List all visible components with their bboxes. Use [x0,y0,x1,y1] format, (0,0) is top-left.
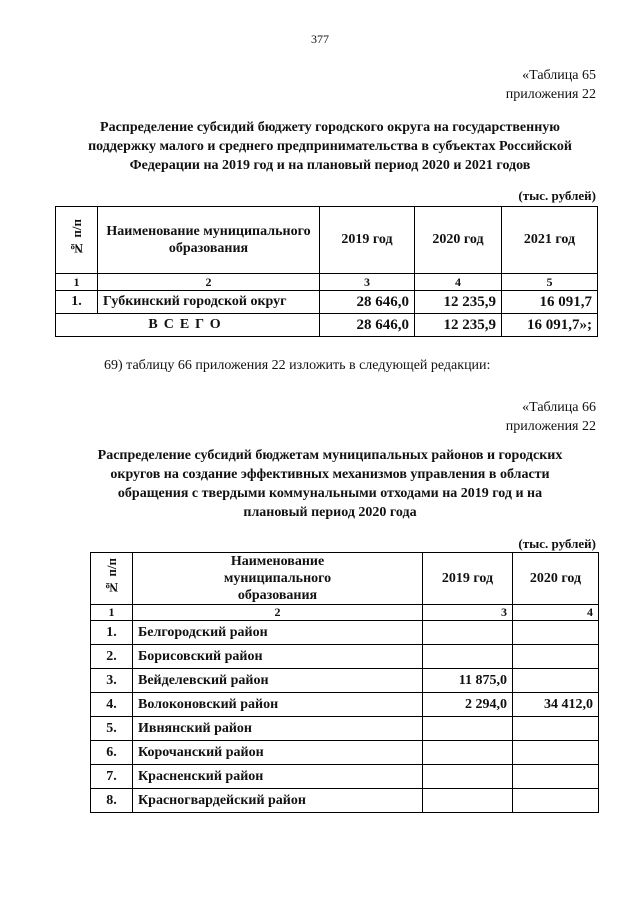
table65-total-row [56,314,598,337]
table65-ref-line1: «Таблица 65 [522,68,596,83]
table-row [91,789,599,813]
row-2020 [513,669,599,693]
table65-title-line1: Распределение субсидий бюджету городского округа на государственную [100,120,560,135]
row-name: Ивнянский район [133,717,423,741]
row-2021: 16 091,7 [502,291,598,314]
row-number: 7. [91,765,133,789]
row-2019: 2 294,0 [423,693,513,717]
table66-title [40,446,620,522]
row-number: 6. [91,741,133,765]
table66-title-line2: округов на создание эффективных механизмов управления в области [110,467,550,482]
table66-title-line3: обращения с твердыми коммунальными отходами на 2019 год и на [117,486,543,501]
table65-header-row [56,207,598,274]
table66-header-row [91,553,599,605]
table65-header-2020: 2020 год [415,207,502,274]
table65-column-numbers [56,274,598,291]
table65-title-line2: поддержку малого и среднего предпринимательства в субъектах Российской [88,139,572,154]
table-row [91,621,599,645]
row-2019 [423,645,513,669]
table65-header-2019: 2019 год [320,207,415,274]
table65-title [40,118,620,175]
row-number: 8. [91,789,133,813]
total-2020: 12 235,9 [415,314,502,337]
row-2020 [513,645,599,669]
row-2019 [423,789,513,813]
row-name: Красненский район [133,765,423,789]
table-row [91,717,599,741]
table65 [55,206,598,337]
row-2020 [513,741,599,765]
table65-header-num: № п/п [56,207,98,274]
row-name: Волоконовский район [133,693,423,717]
row-2020: 12 235,9 [415,291,502,314]
row-number: 2. [91,645,133,669]
row-2019 [423,621,513,645]
table65-colnum: 5 [502,274,598,291]
row-2020 [513,765,599,789]
instruction-paragraph: 69) таблицу 66 приложения 22 изложить в следующей редакции: [104,358,491,373]
total-2021: 16 091,7»; [502,314,598,337]
table66-reference [506,398,596,436]
row-name: Белгородский район [133,621,423,645]
table66-ref-line1: «Таблица 66 [522,400,596,415]
row-number: 1. [56,291,98,314]
row-2019 [423,717,513,741]
table66-column-numbers [91,605,599,621]
table66-colnum: 1 [91,605,133,621]
row-name: Губкинский городской округ [98,291,320,314]
row-2020 [513,789,599,813]
table66-unit: (тыс. рублей) [518,536,596,551]
row-name: Корочанский район [133,741,423,765]
table65-title-line3: Федерации на 2019 год и на плановый период 2020 и 2021 годов [129,158,531,173]
row-2020: 34 412,0 [513,693,599,717]
table66-title-line1: Распределение субсидий бюджетам муниципальных районов и городских [97,448,563,463]
row-2019 [423,765,513,789]
table65-ref-line2: приложения 22 [505,87,596,102]
row-number: 1. [91,621,133,645]
table-row [91,645,599,669]
row-name: Борисовский район [133,645,423,669]
row-number: 4. [91,693,133,717]
table66-ref-line2: приложения 22 [505,419,596,434]
table66-header-num: № п/п [91,553,133,605]
row-name: Вейделевский район [133,669,423,693]
row-2020 [513,717,599,741]
table65-colnum: 2 [98,274,320,291]
row-2019: 28 646,0 [320,291,415,314]
table66-colnum: 3 [423,605,513,621]
table-row [91,765,599,789]
table-row [56,291,598,314]
table66-header-name: Наименование муниципального образования [133,553,423,605]
total-2019: 28 646,0 [320,314,415,337]
row-2020 [513,621,599,645]
row-2019 [423,741,513,765]
table65-colnum: 1 [56,274,98,291]
table65-unit: (тыс. рублей) [518,188,596,203]
table65-header-2021: 2021 год [502,207,598,274]
row-number: 5. [91,717,133,741]
table65-header-name: Наименование муниципального образования [98,207,320,274]
table66-colnum: 2 [133,605,423,621]
table65-colnum: 3 [320,274,415,291]
table66-header-2020: 2020 год [513,553,599,605]
table65-colnum: 4 [415,274,502,291]
row-number: 3. [91,669,133,693]
table66-title-line4: плановый период 2020 года [243,505,417,520]
table66-colnum: 4 [513,605,599,621]
row-2019: 11 875,0 [423,669,513,693]
table-row [91,693,599,717]
table65-reference [506,66,596,104]
table66 [90,552,599,813]
table66-header-2019: 2019 год [423,553,513,605]
row-name: Красногвардейский район [133,789,423,813]
page-number: 377 [311,32,329,46]
table-row [91,669,599,693]
total-label: ВСЕГО [56,314,320,337]
table-row [91,741,599,765]
